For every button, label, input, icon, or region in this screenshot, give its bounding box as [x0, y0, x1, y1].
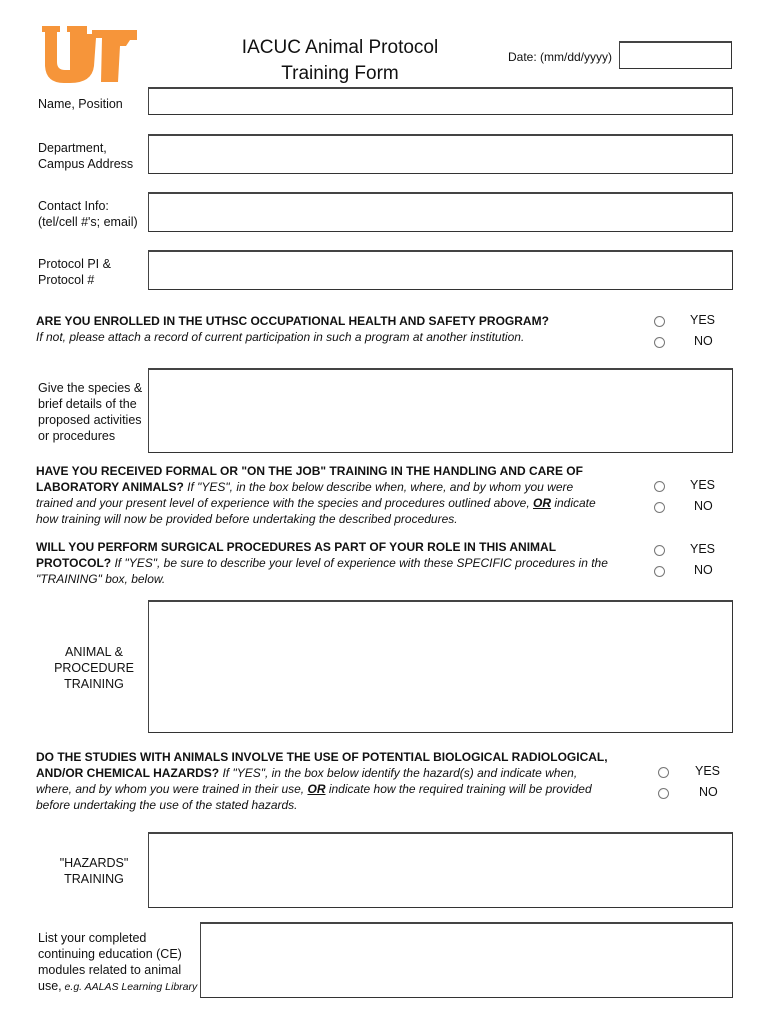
question-ohsp: ARE YOU ENROLLED IN THE UTHSC OCCUPATIONAL HEALTH AND SAFETY PROGRAM? If not, please attach a record of current participation in such a program at another institution.	[36, 314, 549, 344]
date-label: Date: (mm/dd/yyyy)	[508, 50, 613, 64]
ce-modules-label: List your completed continuing education (CE) modules related to animal use, e.g. AALAS Learning Library	[38, 931, 198, 993]
name-label: Name, Position	[38, 97, 123, 111]
protocol-pi-label: Protocol PI & Protocol #	[38, 257, 111, 287]
contact-info-field[interactable]	[148, 192, 733, 232]
animal-procedure-training-label: ANIMAL & PROCEDURE TRAINING	[54, 645, 134, 691]
contact-label: Contact Info: (tel/cell #'s; email)	[38, 199, 138, 229]
ce-modules-field[interactable]	[200, 922, 733, 998]
q3-yes-radio[interactable]	[654, 545, 665, 556]
q3-no-radio[interactable]	[654, 566, 665, 577]
department-label: Department, Campus Address	[38, 141, 134, 171]
q1-no-label: NO	[694, 334, 713, 348]
department-address-field[interactable]	[148, 134, 733, 174]
date-field[interactable]	[619, 41, 732, 69]
form-title: IACUC Animal Protocol Training Form	[241, 37, 439, 84]
question-training: HAVE YOU RECEIVED FORMAL OR "ON THE JOB" TRAINING IN THE HANDLING AND CARE OF LABORATORY ANIMALS? If "YES", in the box below describe when, where, and by whom you were trained and your present level of experience with the species and procedures outlined above, OR indicate how training will now be provided before undertaking the described procedures.	[36, 464, 596, 526]
q2-no-radio[interactable]	[654, 502, 665, 513]
q2-no-label: NO	[694, 499, 713, 513]
ut-logo	[40, 26, 140, 84]
q3-no-label: NO	[694, 563, 713, 577]
q2-yes-label: YES	[690, 478, 716, 492]
question-hazards: DO THE STUDIES WITH ANIMALS INVOLVE THE USE OF POTENTIAL BIOLOGICAL RADIOLOGICAL, AND/OR CHEMICAL HAZARDS? If "YES", in the box below identify the hazard(s) and indicate when, where, and by whom you were trained in their use, OR indicate how the required training will be provided before undertaking the use of the stated hazards.	[36, 750, 608, 812]
hazards-training-field[interactable]	[148, 832, 733, 908]
species-details-field[interactable]	[148, 368, 733, 453]
q1-yes-radio[interactable]	[654, 316, 665, 327]
q4-no-label: NO	[699, 785, 718, 799]
species-label: Give the species & brief details of the proposed activities or procedures	[38, 381, 143, 443]
animal-procedure-training-field[interactable]	[148, 600, 733, 733]
q4-no-radio[interactable]	[658, 788, 669, 799]
q4-yes-radio[interactable]	[658, 767, 669, 778]
hazards-training-label: "HAZARDS" TRAINING	[59, 856, 129, 886]
q3-yes-label: YES	[690, 542, 716, 556]
question-surgical: WILL YOU PERFORM SURGICAL PROCEDURES AS PART OF YOUR ROLE IN THIS ANIMAL PROTOCOL? If "YES", be sure to describe your level of experience with these SPECIFIC procedures in the "TRAINING" box, below.	[36, 540, 608, 586]
protocol-pi-field[interactable]	[148, 250, 733, 290]
q1-no-radio[interactable]	[654, 337, 665, 348]
q4-yes-label: YES	[695, 764, 721, 778]
q2-yes-radio[interactable]	[654, 481, 665, 492]
q1-yes-label: YES	[690, 313, 716, 327]
name-position-field[interactable]	[148, 87, 733, 115]
